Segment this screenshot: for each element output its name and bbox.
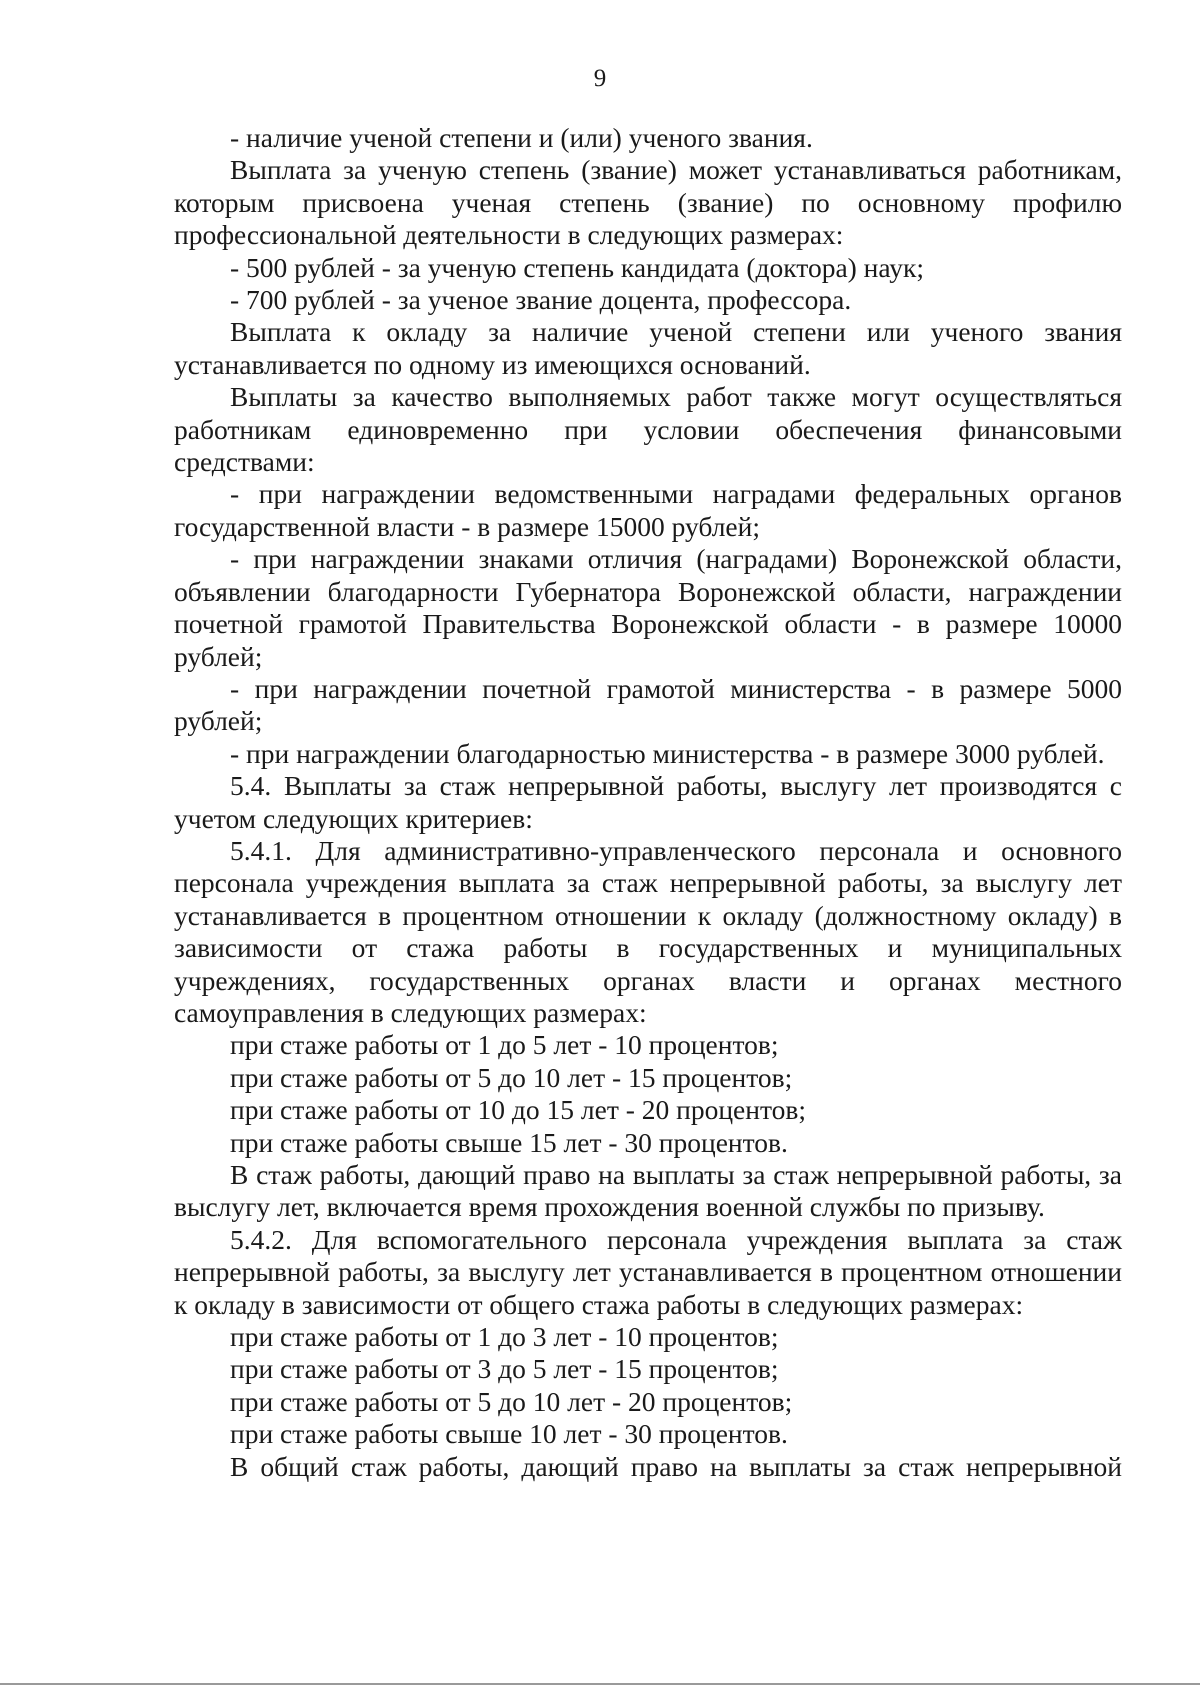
page-number: 9 [593, 65, 607, 92]
scan-edge-line [0, 1683, 1200, 1685]
paragraph: Выплата к окладу за наличие ученой степени или ученого звания устанавливается по одному из имеющихся оснований. [174, 316, 1122, 380]
paragraph: - при награждении ведомственными наградами федеральных органов государственной власти - в размере 15000 рублей; [174, 478, 1122, 542]
list-item: - 500 рублей - за ученую степень кандидата (доктора) наук; [230, 251, 924, 283]
list-item: при стаже работы свыше 10 лет - 30 процентов. [230, 1418, 788, 1450]
list-item: при стаже работы от 10 до 15 лет - 20 процентов; [230, 1094, 807, 1126]
paragraph: Выплаты за качество выполняемых работ также могут осуществляться работникам единовременно при условии обеспечения финансовыми средствами: [174, 381, 1122, 478]
paragraph: 5.4.1. Для административно-управленческого персонала и основного персонала учреждения выплата за стаж непрерывной работы, за выслугу лет устанавливается в процентном отношении к окладу (должностному окладу) в зависимости от стажа работы в государственных и муниципальных учреждениях, государственных органах власти и органах местного самоуправления в следующих размерах: [174, 834, 1122, 1028]
paragraph: - при награждении почетной грамотой министерства - в размере 5000 рублей; [174, 672, 1122, 737]
document-body [174, 122, 1122, 1483]
list-item: при стаже работы от 5 до 10 лет - 15 процентов; [230, 1061, 793, 1093]
paragraph: Выплата за ученую степень (звание) может устанавливаться работникам, которым присвоена ученая степень (звание) по основному профилю профессиональной деятельности в следующих размерах: [174, 154, 1122, 251]
list-item: - 700 рублей - за ученое звание доцента, профессора. [230, 284, 852, 316]
paragraph: В стаж работы, дающий право на выплаты за стаж непрерывной работы, за выслугу лет, включается время прохождения военной службы по призыву. [174, 1159, 1122, 1223]
paragraph: - при награждении знаками отличия (наградами) Воронежской области, объявлении благодарности Губернатора Воронежской области, награждении почетной грамотой Правительства Воронежской области - в размере 10000 рублей; [174, 543, 1122, 672]
paragraph: 5.4. Выплаты за стаж непрерывной работы, выслугу лет производятся с учетом следующих критериев: [174, 770, 1122, 834]
list-item: при стаже работы от 3 до 5 лет - 15 процентов; [230, 1353, 779, 1385]
list-item: при стаже работы от 1 до 5 лет - 10 процентов; [230, 1029, 779, 1061]
paragraph-continued: В общий стаж работы, дающий право на выплаты за стаж непрерывной [230, 1450, 1122, 1482]
list-item: при стаже работы свыше 15 лет - 30 процентов. [230, 1126, 788, 1158]
list-item: при стаже работы от 5 до 10 лет - 20 процентов; [230, 1385, 793, 1417]
paragraph: 5.4.2. Для вспомогательного персонала учреждения выплата за стаж непрерывной работы, за выслугу лет устанавливается в процентном отношении к окладу в зависимости от общего стажа работы в следующих размерах: [174, 1223, 1122, 1320]
list-item: при стаже работы от 1 до 3 лет - 10 процентов; [230, 1321, 779, 1353]
list-item: - наличие ученой степени и (или) ученого звания. [230, 122, 813, 153]
paragraph: - при награждении благодарностью министерства - в размере 3000 рублей. [230, 737, 1105, 769]
